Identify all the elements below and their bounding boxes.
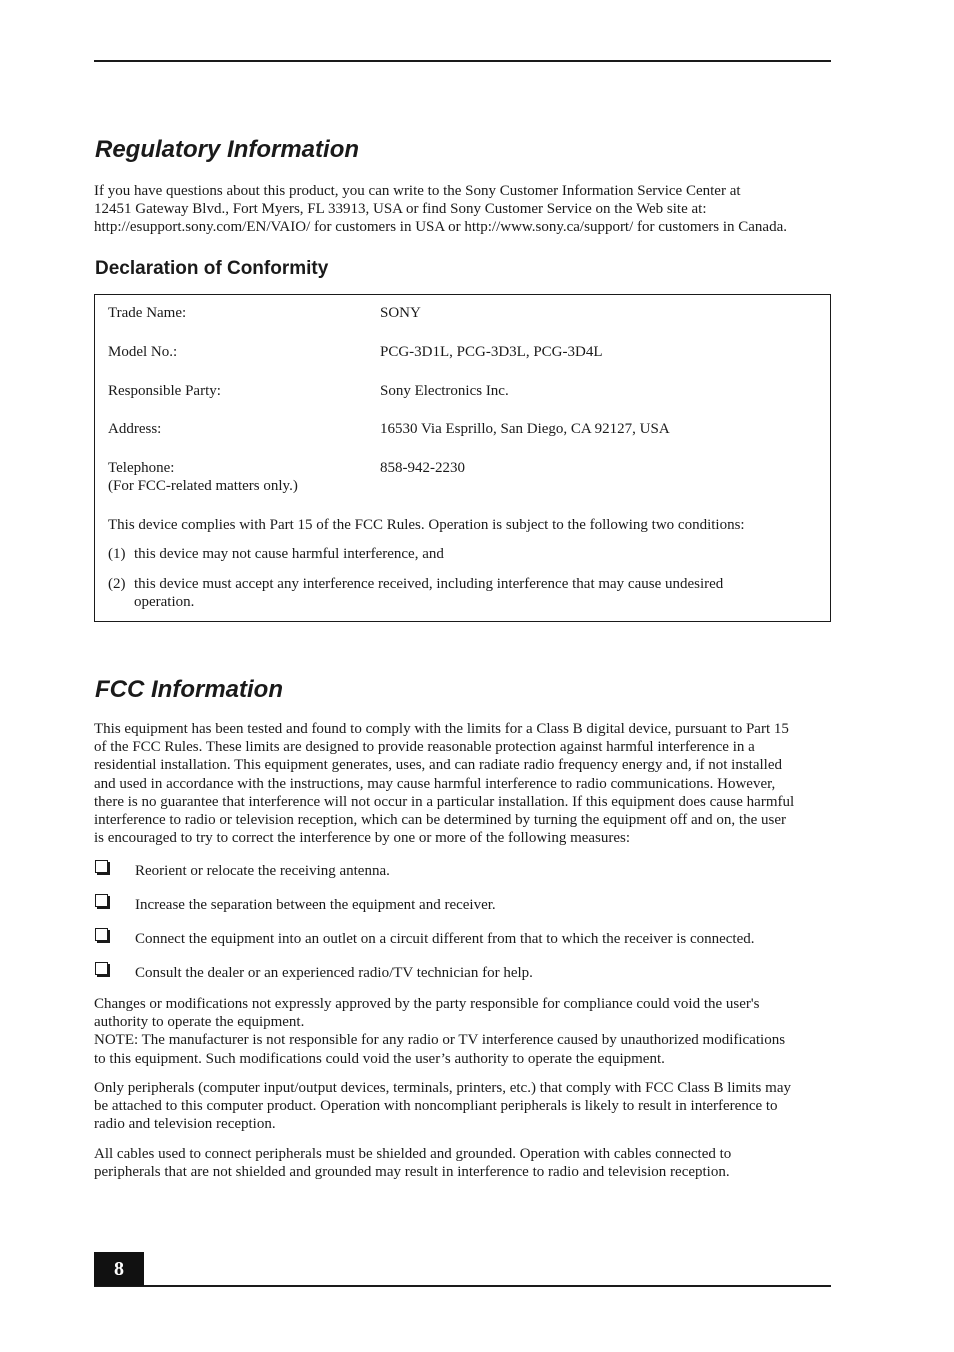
declaration-box: Trade Name: SONY Model No.: PCG-3D1L, PCG-3D3L, PCG-3D4L Responsible Party: Sony Electronics Inc. Address: 16530 Via Esprillo, San Diego, CA 92127, USA Telephone: (For FCC-related matters only.) 858-942-2230 This device complies with Part 15 of the FCC Rules. Operation is subject to the following two conditions: (1) this device may not cause harmful interference, and (2) this device must accept any interference received, including interference that may cause undesired operation. — [94, 294, 831, 622]
declaration-title: Declaration of Conformity — [95, 258, 329, 279]
compliance-statement: This device complies with Part 15 of the FCC Rules. Operation is subject to the following two conditions: — [108, 517, 745, 533]
footer-rule — [94, 1285, 831, 1287]
regulatory-title: Regulatory Information — [95, 136, 360, 163]
checkbox-bullet-icon — [95, 860, 108, 873]
header-rule — [94, 60, 831, 62]
checkbox-bullet-icon — [95, 928, 108, 941]
changes-paragraph: Changes or modifications not expressly approved by the party responsible for compliance could void the user's authority to operate the equipment. NOTE: The manufacturer is not responsible for any radio or TV interference caused by unauthorized modifications to this equipment. Such modifications could void the user’s authority to operate the equipment. — [94, 996, 786, 1067]
page-number: 8 — [94, 1252, 144, 1286]
fcc-intro-paragraph: This equipment has been tested and found to comply with the limits for a Class B digital device, pursuant to Part 15 of the FCC Rules. These limits are designed to provide reasonable protection against harmful interference in a residential installation. This equipment generates, uses, and can radiate radio frequency energy and, if not installed and used in accordance with the instructions, may cause harmful interference to radio communications. However, there is no guarantee that interference will not occur in a particular installation. If this equipment does cause harmful interference to radio or television reception, which can be determined by turning the equipment off and on, the user is encouraged to try to correct the interference by one or more of the following measures: — [94, 721, 795, 847]
fcc-title: FCC Information — [95, 676, 283, 703]
checkbox-bullet-icon — [95, 894, 108, 907]
checkbox-bullet-icon — [95, 962, 108, 975]
cables-paragraph: All cables used to connect peripherals must be shielded and grounded. Operation with cables connected to peripherals that are not shielded and grounded may result in interference to radio and television reception. — [94, 1146, 732, 1181]
peripherals-paragraph: Only peripherals (computer input/output devices, terminals, printers, etc.) that comply with FCC Class B limits may be attached to this computer product. Operation with noncompliant peripherals is likely to result in interference to radio and television reception. — [94, 1080, 791, 1133]
regulatory-paragraph: If you have questions about this product, you can write to the Sony Customer Information Service Center at 12451 Gateway Blvd., Fort Myers, FL 33913, USA or find Sony Customer Service on the Web site at: http://esupport.sony.com/EN/VAIO/ for customers in USA or http://www.sony.ca/support/ for customers in Canada. — [94, 183, 787, 236]
